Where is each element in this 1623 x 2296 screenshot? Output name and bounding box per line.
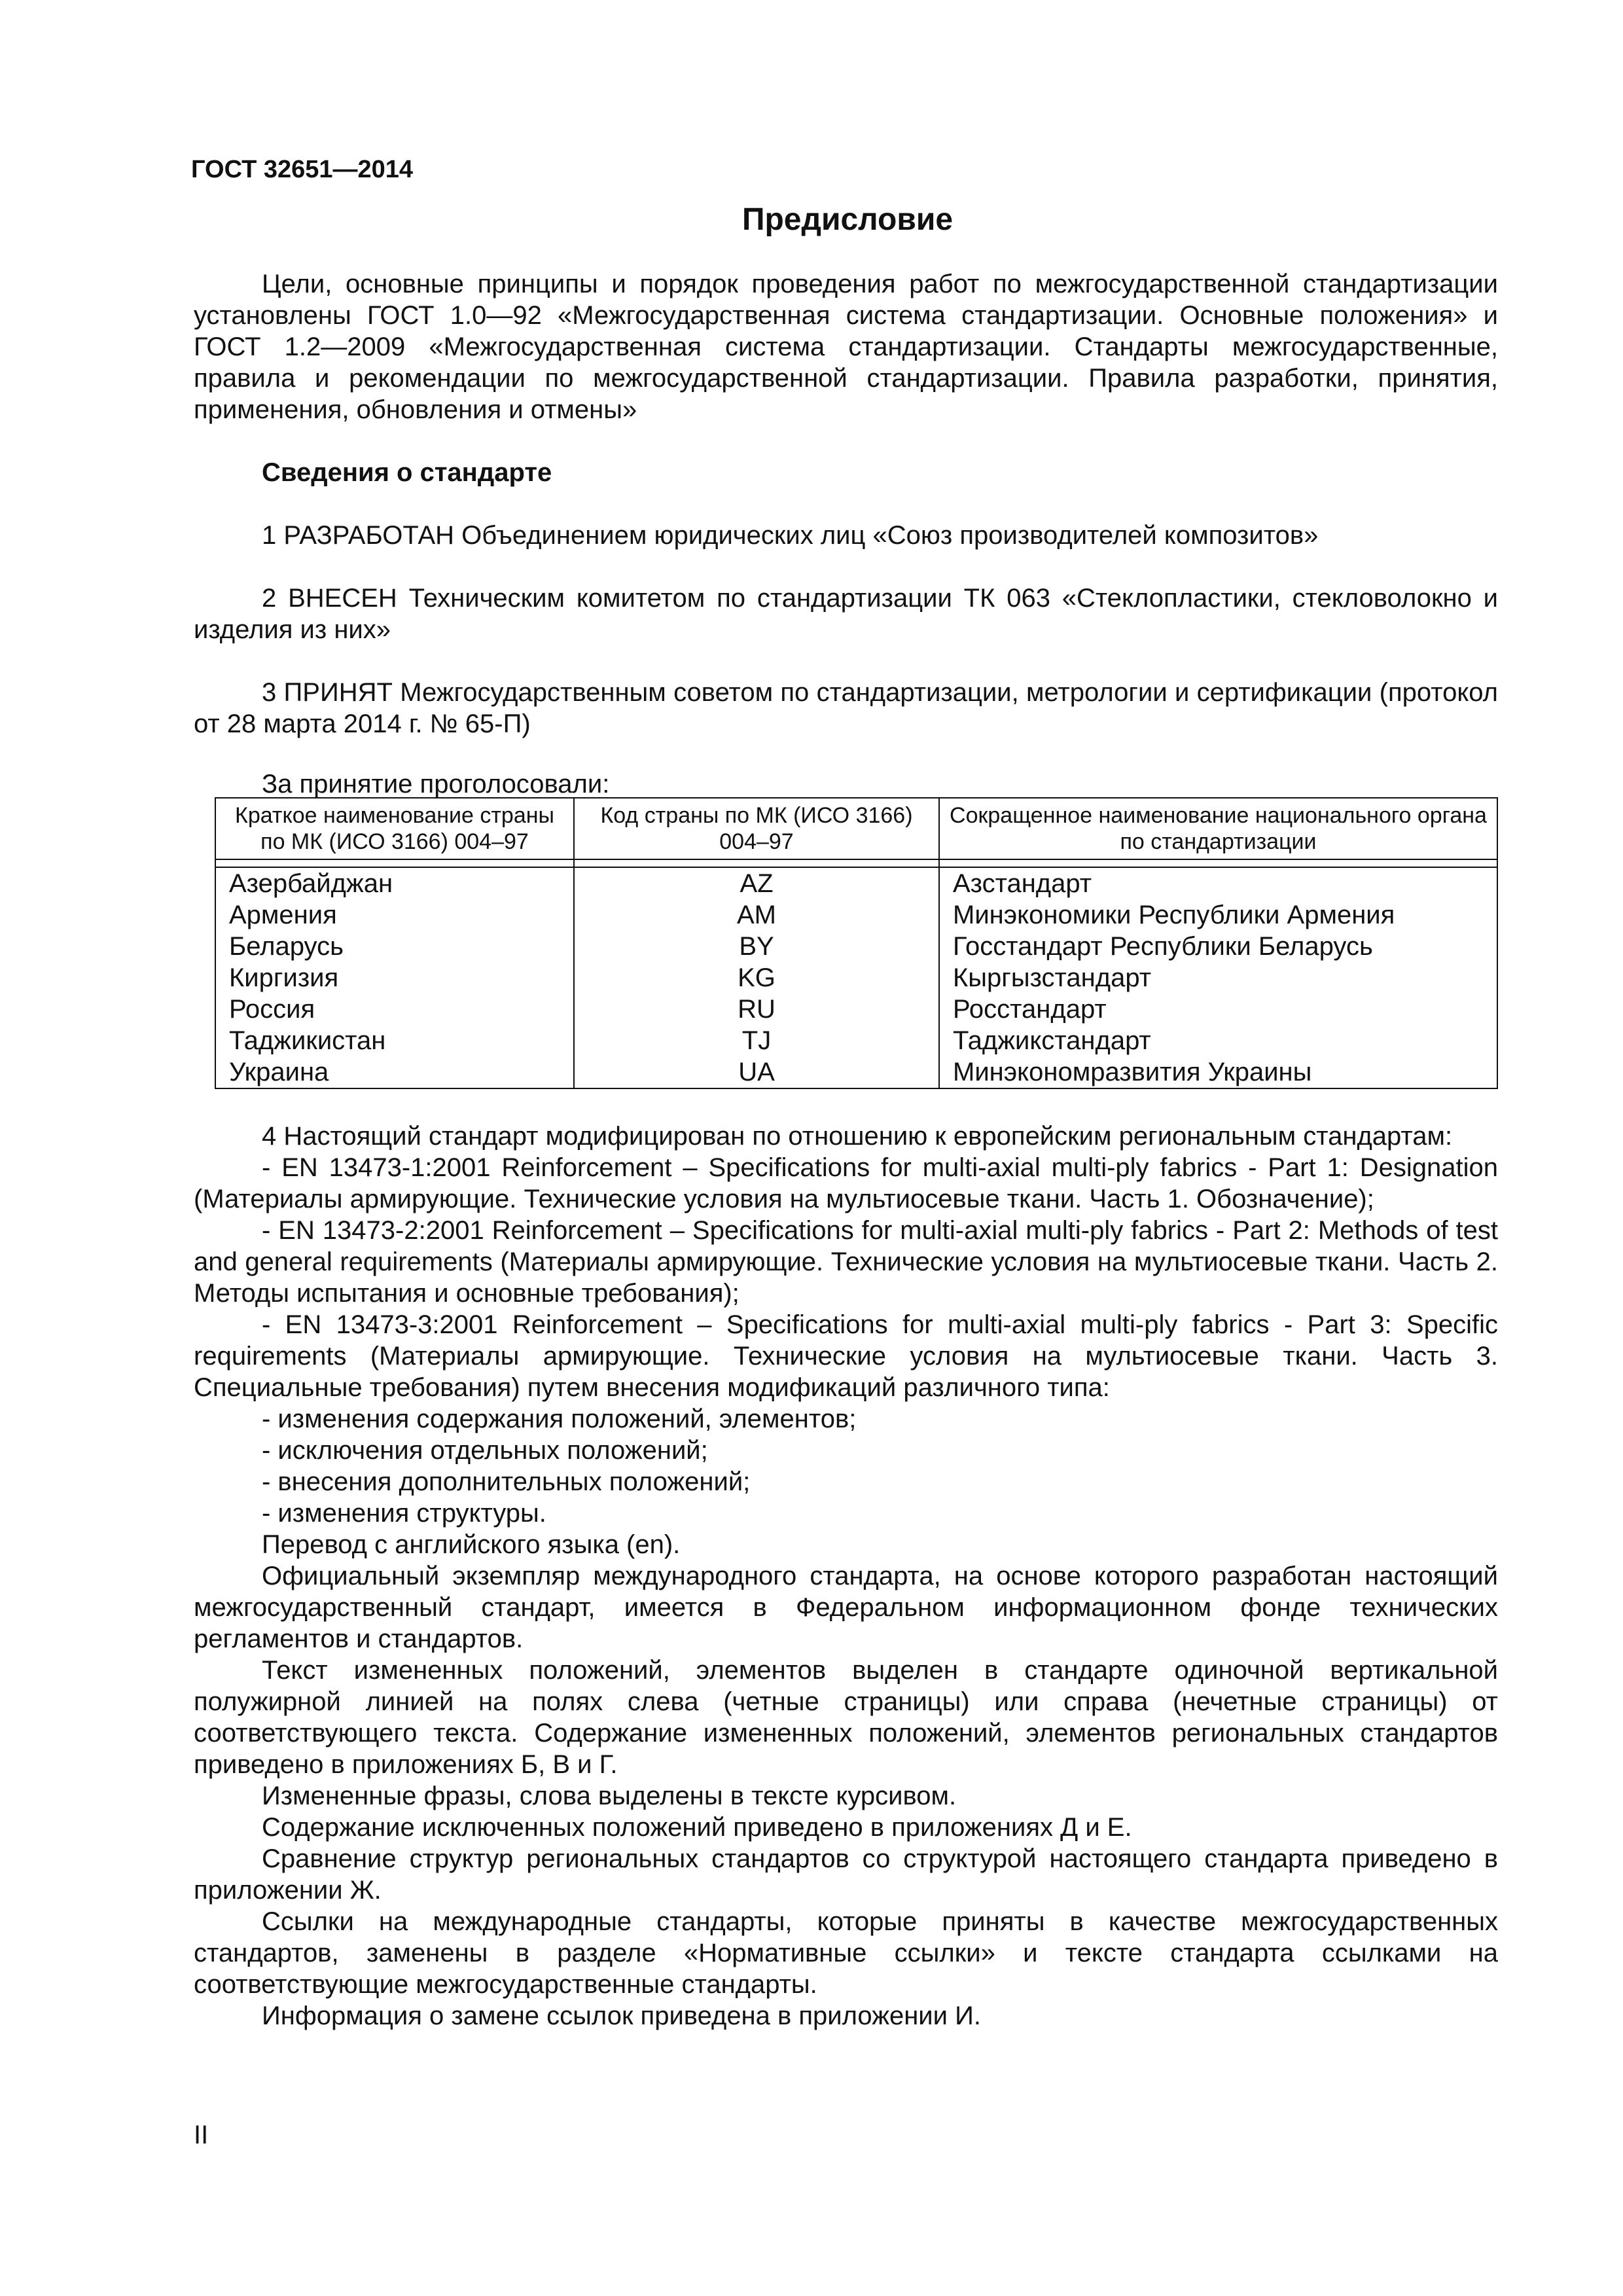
org-cell: Минэкономики Республики Армения: [939, 899, 1497, 931]
en-standard-1: - EN 13473-1:2001 Reinforcement – Specifications for multi-axial multi-ply fabrics - Part 1: Designation (Материалы армирующие. Технические условия на мультиосевые ткани. Часть 1. Обозначение);: [194, 1153, 1498, 1213]
table-header-org: Сокращенное наименование национального органа по стандартизации: [939, 798, 1497, 859]
modification-item: - внесения дополнительных положений;: [262, 1467, 751, 1496]
country-cell: Россия: [215, 994, 574, 1025]
document-header: ГОСТ 32651—2014: [191, 156, 414, 183]
country-cell: Таджикистан: [215, 1025, 574, 1056]
item-3: 3 ПРИНЯТ Межгосударственным советом по стандартизации, метрологии и сертификации (протокол от 28 марта 2014 г. № 65-П): [194, 678, 1498, 738]
page-title: Предисловие: [741, 202, 954, 237]
en-standard-2: - EN 13473-2:2001 Reinforcement – Specifications for multi-axial multi-ply fabrics - Part 2: Methods of test and general requirements (Материалы армирующие. Технические условия на мультиосевые ткани. Часть 2. Методы испытания и основные требования);: [194, 1216, 1498, 1308]
org-cell: Кыргызстандарт: [939, 962, 1497, 994]
country-cell: Беларусь: [215, 931, 574, 962]
page-number: II: [194, 2121, 209, 2149]
changed-text-note: Текст измененных положений, элементов выделен в стандарте одиночной вертикальной полужирной линией на полях слева (четные страницы) или справа (нечетные страницы) от соответствующего текста. Содержание измененных положений, элементов региональных стандартов приведено в приложениях Б, В и Г.: [194, 1656, 1498, 1779]
table-row: [215, 994, 1497, 1025]
code-cell: BY: [574, 931, 939, 962]
modification-item: - изменения содержания положений, элементов;: [262, 1405, 857, 1433]
item-2: 2 ВНЕСЕН Техническим комитетом по стандартизации ТК 063 «Стеклопластики, стекловолокно и изделия из них»: [194, 584, 1498, 644]
table-row: [215, 931, 1497, 962]
code-cell: TJ: [574, 1025, 939, 1056]
modification-item: - исключения отдельных положений;: [262, 1436, 708, 1465]
references-note: Ссылки на международные стандарты, которые приняты в качестве межгосударственных стандартов, заменены в разделе «Нормативные ссылки» и тексте стандарта ссылками на соответствующие межгосударственные стандарты.: [194, 1907, 1498, 1999]
table-header-code: Код страны по МК (ИСО 3166) 004–97: [574, 798, 939, 859]
replacement-note: Информация о замене ссылок приведена в приложении И.: [262, 2001, 981, 2030]
org-cell: Минэкономразвития Украины: [939, 1056, 1497, 1088]
code-cell: UA: [574, 1056, 939, 1088]
excluded-note: Содержание исключенных положений приведено в приложениях Д и Е.: [262, 1813, 1132, 1842]
table-row: [215, 899, 1497, 931]
en-standard-3: - EN 13473-3:2001 Reinforcement – Specifications for multi-axial multi-ply fabrics - Part 3: Specific requirements (Материалы армирующие. Технические условия на мультиосевые ткани. Часть 3. Специальные требования) путем внесения модификаций различного типа:: [194, 1310, 1498, 1402]
item-4: 4 Настоящий стандарт модифицирован по отношению к европейским региональным стандартам:: [262, 1122, 1453, 1151]
org-cell: Азстандарт: [939, 867, 1497, 899]
vote-intro: За принятие проголосовали:: [262, 770, 610, 798]
info-heading: Сведения о стандарте: [262, 458, 552, 487]
translation-note: Перевод с английского языка (en).: [262, 1530, 681, 1559]
table-header-country: Краткое наименование страны по МК (ИСО 3166) 004–97: [215, 798, 574, 859]
official-copy-note: Официальный экземпляр международного стандарта, на основе которого разработан настоящий межгосударственный стандарт, имеется в Федеральном информационном фонде технических регламентов и стандартов.: [194, 1562, 1498, 1653]
item-1: 1 РАЗРАБОТАН Объединением юридических лиц «Союз производителей композитов»: [262, 521, 1319, 550]
table-row: [215, 1025, 1497, 1056]
org-cell: Госстандарт Республики Беларусь: [939, 931, 1497, 962]
table-row: [215, 962, 1497, 994]
modification-item: - изменения структуры.: [262, 1499, 546, 1528]
italic-note: Измененные фразы, слова выделены в тексте курсивом.: [262, 1782, 957, 1810]
org-cell: Таджикстандарт: [939, 1025, 1497, 1056]
code-cell: AM: [574, 899, 939, 931]
code-cell: AZ: [574, 867, 939, 899]
voting-table: [215, 797, 1498, 1089]
document-body: [194, 268, 1498, 2032]
country-cell: Украина: [215, 1056, 574, 1088]
country-cell: Киргизия: [215, 962, 574, 994]
country-cell: Армения: [215, 899, 574, 931]
country-cell: Азербайджан: [215, 867, 574, 899]
code-cell: RU: [574, 994, 939, 1025]
table-row: [215, 1056, 1497, 1088]
org-cell: Росстандарт: [939, 994, 1497, 1025]
table-row: [215, 867, 1497, 899]
intro-paragraph: Цели, основные принципы и порядок проведения работ по межгосударственной стандартизации установлены ГОСТ 1.0—92 «Межгосударственная система стандартизации. Основные положения» и ГОСТ 1.2—2009 «Межгосударственная система стандартизации. Стандарты межгосударственные, правила и рекомендации по межгосударственной стандартизации. Правила разработки, принятия, применения, обновления и отмены»: [194, 270, 1498, 424]
code-cell: KG: [574, 962, 939, 994]
comparison-note: Сравнение структур региональных стандартов со структурой настоящего стандарта приведено в приложении Ж.: [194, 1844, 1498, 1905]
